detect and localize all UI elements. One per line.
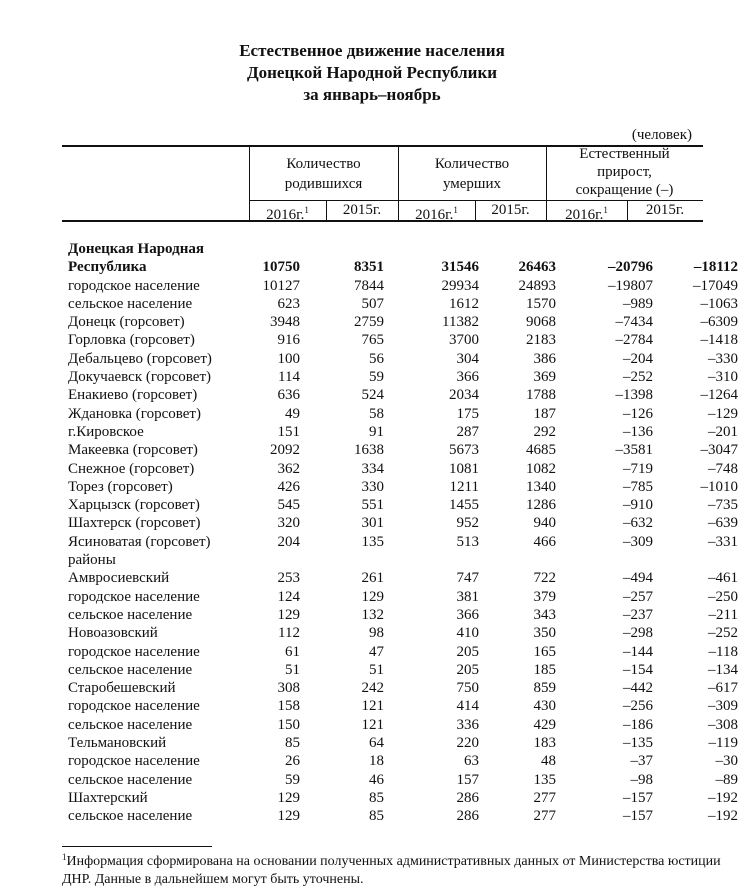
row-label: Амвросиевский xyxy=(68,570,170,587)
row-label: Торез (горсовет) xyxy=(68,478,173,495)
row-label: сельское население xyxy=(68,771,193,788)
cell-value: 261 xyxy=(361,570,384,587)
cell-value: –632 xyxy=(623,515,653,532)
cell-value: 410 xyxy=(456,625,479,642)
cell-value: 551 xyxy=(361,497,384,514)
table-row xyxy=(68,460,738,478)
table-row xyxy=(68,405,738,423)
cell-value: 2183 xyxy=(526,332,556,349)
table-row xyxy=(68,807,738,825)
cell-value: 308 xyxy=(277,680,300,697)
cell-value: 150 xyxy=(277,716,300,733)
cell-value: 426 xyxy=(277,478,300,495)
cell-value: 1612 xyxy=(449,295,479,312)
row-label: Дебальцево (горсовет) xyxy=(68,350,212,367)
cell-value: 205 xyxy=(456,643,479,660)
cell-value: 85 xyxy=(285,735,300,752)
title-line-2: Донецкой Народной Республики xyxy=(246,63,498,82)
cell-value: 292 xyxy=(533,423,556,440)
cell-value: 1082 xyxy=(526,460,556,477)
table-row xyxy=(68,277,738,295)
cell-value: 205 xyxy=(456,661,479,678)
row-label: Шахтерск (горсовет) xyxy=(68,515,201,532)
row-label: Тельмановский xyxy=(68,735,167,752)
cell-value: 48 xyxy=(541,753,556,770)
cell-value: –442 xyxy=(623,680,653,697)
row-label: Харцызск (горсовет) xyxy=(68,497,200,514)
table-row xyxy=(68,551,708,569)
cell-value: 158 xyxy=(277,698,300,715)
row-label: Ждановка (горсовет) xyxy=(68,405,201,422)
cell-value: –18112 xyxy=(693,259,738,276)
cell-value: 3948 xyxy=(270,314,300,331)
cell-value: –298 xyxy=(623,625,653,642)
cell-value: –252 xyxy=(623,369,653,386)
cell-value: 129 xyxy=(277,808,300,825)
cell-value: 91 xyxy=(369,423,384,440)
cell-value: 129 xyxy=(277,606,300,623)
cell-value: 277 xyxy=(533,789,556,806)
cell-value: 132 xyxy=(361,606,384,623)
cell-value: –785 xyxy=(623,478,653,495)
cell-value: 940 xyxy=(533,515,556,532)
cell-value: 8351 xyxy=(354,259,384,276)
natural-header-line-3: сокращение (–) xyxy=(575,182,674,198)
births-header-line-1: Количество xyxy=(286,156,361,172)
cell-value: 10750 xyxy=(262,259,300,276)
cell-value: 350 xyxy=(533,625,556,642)
cell-value: –37 xyxy=(630,753,653,770)
title-line-1: Естественное движение населения xyxy=(239,41,505,60)
table-row xyxy=(68,441,738,459)
cell-value: 2092 xyxy=(270,442,300,459)
cell-value: –19807 xyxy=(608,277,653,294)
table-row xyxy=(68,569,738,587)
cell-value: 429 xyxy=(533,716,556,733)
cell-value: 175 xyxy=(456,405,479,422)
cell-value: 112 xyxy=(278,625,300,642)
table-row xyxy=(68,752,738,770)
table-row xyxy=(68,313,738,331)
cell-value: –144 xyxy=(623,643,653,660)
cell-value: 100 xyxy=(277,350,300,367)
cell-value: –119 xyxy=(708,735,738,752)
footnote-rule xyxy=(62,846,212,847)
cell-value: 5673 xyxy=(449,442,479,459)
table-row xyxy=(68,697,738,715)
cell-value: 31546 xyxy=(441,259,479,276)
cell-value: –30 xyxy=(715,753,738,770)
cell-value: –192 xyxy=(708,808,738,825)
table-row xyxy=(68,716,738,734)
row-label: Донецкая Народная xyxy=(68,241,204,257)
cell-value: 286 xyxy=(456,789,479,806)
row-label: Старобешевский xyxy=(68,680,176,697)
row-label: Донецк (горсовет) xyxy=(68,314,185,331)
natural-header-line-2: прирост, xyxy=(597,164,652,180)
cell-value: –20796 xyxy=(608,259,653,276)
cell-value: 26 xyxy=(285,753,300,770)
year-header: 2016г.$^1$ xyxy=(266,205,309,223)
cell-value: 386 xyxy=(533,350,556,367)
cell-value: 61 xyxy=(285,643,300,660)
table-row xyxy=(68,295,738,313)
cell-value: –257 xyxy=(623,588,653,605)
cell-value: 747 xyxy=(456,570,479,587)
table-row xyxy=(68,514,738,532)
cell-value: –256 xyxy=(623,698,653,715)
cell-value: 287 xyxy=(456,423,479,440)
cell-value: –910 xyxy=(623,497,653,514)
row-label: Снежное (горсовет) xyxy=(68,460,195,477)
table-row xyxy=(68,533,738,551)
cell-value: 1570 xyxy=(526,295,556,312)
row-label: сельское население xyxy=(68,716,193,733)
year-header: 2015г. xyxy=(342,202,382,218)
cell-value: –157 xyxy=(623,789,653,806)
cell-value: 85 xyxy=(369,789,384,806)
cell-value: 524 xyxy=(361,387,384,404)
cell-value: 916 xyxy=(277,332,300,349)
cell-value: –309 xyxy=(623,533,653,550)
table-row xyxy=(68,240,708,258)
table-row xyxy=(68,496,738,514)
cell-value: –1010 xyxy=(700,478,738,495)
cell-value: 1081 xyxy=(449,460,479,477)
unit-label: (человек) xyxy=(631,127,692,143)
cell-value: 18 xyxy=(369,753,384,770)
cell-value: –2784 xyxy=(615,332,653,349)
cell-value: –126 xyxy=(623,405,653,422)
cell-value: 114 xyxy=(278,369,300,386)
natural-header-line-1: Естественный xyxy=(579,146,670,162)
cell-value: –719 xyxy=(623,460,653,477)
births-header-line-2: родившихся xyxy=(284,176,363,192)
cell-value: –6309 xyxy=(700,314,738,331)
cell-value: –135 xyxy=(623,735,653,752)
row-label: городское население xyxy=(68,277,200,294)
deaths-header-line-1: Количество xyxy=(434,156,510,172)
table-row xyxy=(68,624,738,642)
row-label: сельское население xyxy=(68,295,193,312)
cell-value: –17049 xyxy=(693,277,738,294)
cell-value: 9068 xyxy=(526,314,556,331)
cell-value: 26463 xyxy=(518,259,556,276)
table-row xyxy=(68,368,738,386)
cell-value: 165 xyxy=(533,643,556,660)
cell-value: 10127 xyxy=(262,277,300,294)
row-label: сельское население xyxy=(68,808,193,825)
row-label: сельское население xyxy=(68,606,193,623)
cell-value: 334 xyxy=(361,460,384,477)
cell-value: 129 xyxy=(361,588,384,605)
cell-value: –310 xyxy=(708,369,738,386)
cell-value: –1063 xyxy=(700,295,738,312)
cell-value: 301 xyxy=(361,515,384,532)
cell-value: –1264 xyxy=(700,387,738,404)
cell-value: 185 xyxy=(533,661,556,678)
cell-value: 765 xyxy=(361,332,384,349)
cell-value: 286 xyxy=(456,808,479,825)
cell-value: –211 xyxy=(708,606,738,623)
cell-value: 3700 xyxy=(449,332,479,349)
table-row xyxy=(68,789,738,807)
cell-value: –1398 xyxy=(615,387,653,404)
row-label: Горловка (горсовет) xyxy=(68,332,195,349)
cell-value: 304 xyxy=(456,350,479,367)
cell-value: 366 xyxy=(456,369,479,386)
table-row xyxy=(68,771,738,789)
cell-value: 722 xyxy=(533,570,556,587)
cell-value: 859 xyxy=(533,680,556,697)
cell-value: 336 xyxy=(456,716,479,733)
column-group-births xyxy=(249,154,398,194)
cell-value: 151 xyxy=(277,423,300,440)
cell-value: –989 xyxy=(623,295,653,312)
row-label: городское население xyxy=(68,753,200,770)
cell-value: 56 xyxy=(369,350,384,367)
cell-value: 277 xyxy=(533,808,556,825)
cell-value: 1455 xyxy=(449,497,479,514)
cell-value: 330 xyxy=(361,478,384,495)
cell-value: 124 xyxy=(277,588,300,605)
cell-value: 64 xyxy=(369,735,384,752)
cell-value: –118 xyxy=(708,643,738,660)
row-label: Шахтерский xyxy=(68,789,148,806)
cell-value: 507 xyxy=(361,295,384,312)
row-label: Новоазовский xyxy=(68,625,158,642)
cell-value: –617 xyxy=(708,680,738,697)
cell-value: –7434 xyxy=(615,314,653,331)
cell-value: 2759 xyxy=(354,314,384,331)
cell-value: 1211 xyxy=(449,478,479,495)
cell-value: 379 xyxy=(533,588,556,605)
cell-value: 2034 xyxy=(449,387,479,404)
cell-value: 1286 xyxy=(526,497,556,514)
cell-value: –89 xyxy=(715,771,738,788)
cell-value: 381 xyxy=(456,588,479,605)
row-label: Республика xyxy=(68,259,147,276)
cell-value: 187 xyxy=(533,405,556,422)
cell-value: 750 xyxy=(456,680,479,697)
cell-value: –331 xyxy=(708,533,738,550)
cell-value: 636 xyxy=(277,387,300,404)
cell-value: –3047 xyxy=(700,442,738,459)
cell-value: 98 xyxy=(369,625,384,642)
cell-value: –154 xyxy=(623,661,653,678)
table-row xyxy=(68,478,738,496)
cell-value: –308 xyxy=(708,716,738,733)
cell-value: 466 xyxy=(533,533,556,550)
cell-value: –98 xyxy=(630,771,653,788)
cell-value: 24893 xyxy=(518,277,556,294)
table-row xyxy=(68,643,738,661)
cell-value: –129 xyxy=(708,405,738,422)
row-label: г.Кировское xyxy=(68,423,144,440)
column-group-natural-growth xyxy=(546,145,703,199)
cell-value: 366 xyxy=(456,606,479,623)
row-label: городское население xyxy=(68,588,200,605)
cell-value: –330 xyxy=(708,350,738,367)
cell-value: 59 xyxy=(285,771,300,788)
column-group-deaths xyxy=(398,154,546,194)
footnote-text: Информация сформирована на основании полученных административных данных от Министерства юстиции ДНР. Данные в дальнейшем могут быть уточнены. xyxy=(62,854,721,887)
cell-value: 1638 xyxy=(354,442,384,459)
cell-value: 85 xyxy=(369,808,384,825)
cell-value: –134 xyxy=(708,661,738,678)
cell-value: –309 xyxy=(708,698,738,715)
table-row xyxy=(68,423,738,441)
deaths-header-line-2: умерших xyxy=(442,176,502,192)
cell-value: 121 xyxy=(361,716,384,733)
cell-value: 204 xyxy=(277,533,300,550)
cell-value: 157 xyxy=(456,771,479,788)
table-body xyxy=(68,240,738,826)
year-header: 2016г.$^1$ xyxy=(565,205,608,223)
cell-value: 414 xyxy=(456,698,479,715)
cell-value: 362 xyxy=(277,460,300,477)
cell-value: 51 xyxy=(369,661,384,678)
row-label: Енакиево (горсовет) xyxy=(68,387,198,404)
table-row xyxy=(68,588,738,606)
cell-value: –494 xyxy=(623,570,653,587)
row-label: городское население xyxy=(68,643,200,660)
table-row xyxy=(68,661,738,679)
cell-value: 4685 xyxy=(526,442,556,459)
footnote-mark: 1 xyxy=(62,852,67,862)
cell-value: 242 xyxy=(361,680,384,697)
cell-value: 513 xyxy=(456,533,479,550)
cell-value: 121 xyxy=(361,698,384,715)
table-row xyxy=(68,258,738,276)
row-label: Макеевка (горсовет) xyxy=(68,442,198,459)
cell-value: –3581 xyxy=(615,442,653,459)
table-row xyxy=(68,606,738,624)
year-header: 2015г. xyxy=(645,202,685,218)
cell-value: –157 xyxy=(623,808,653,825)
cell-value: 59 xyxy=(369,369,384,386)
cell-value: –1418 xyxy=(700,332,738,349)
cell-value: 623 xyxy=(277,295,300,312)
cell-value: 47 xyxy=(369,643,384,660)
cell-value: 320 xyxy=(277,515,300,532)
footnote xyxy=(62,848,722,889)
cell-value: 369 xyxy=(533,369,556,386)
cell-value: 253 xyxy=(277,570,300,587)
cell-value: 545 xyxy=(277,497,300,514)
table-row xyxy=(68,350,738,368)
row-label: городское население xyxy=(68,698,200,715)
cell-value: –237 xyxy=(623,606,653,623)
row-label: Ясиноватая (горсовет) xyxy=(68,533,211,550)
cell-value: 220 xyxy=(456,735,479,752)
table-row xyxy=(68,679,738,697)
table-row xyxy=(68,734,738,752)
cell-value: 49 xyxy=(285,405,300,422)
cell-value: 183 xyxy=(533,735,556,752)
cell-value: 29934 xyxy=(441,277,479,294)
cell-value: –192 xyxy=(708,789,738,806)
row-label: Докучаевск (горсовет) xyxy=(68,369,211,386)
cell-value: –735 xyxy=(708,497,738,514)
cell-value: 430 xyxy=(533,698,556,715)
document-title xyxy=(0,40,744,106)
cell-value: 7844 xyxy=(354,277,384,294)
table-row xyxy=(68,331,738,349)
cell-value: 51 xyxy=(285,661,300,678)
cell-value: 1788 xyxy=(526,387,556,404)
cell-value: 63 xyxy=(464,753,479,770)
year-header: 2015г. xyxy=(491,202,530,218)
cell-value: 135 xyxy=(533,771,556,788)
title-line-3: за январь–ноябрь xyxy=(303,85,441,104)
cell-value: 46 xyxy=(369,771,384,788)
cell-value: –252 xyxy=(708,625,738,642)
year-header: 2016г.$^1$ xyxy=(415,205,458,223)
cell-value: 343 xyxy=(533,606,556,623)
cell-value: –136 xyxy=(623,423,653,440)
header-mid-rule xyxy=(249,200,703,201)
cell-value: –748 xyxy=(708,460,738,477)
row-label: районы xyxy=(68,552,116,569)
cell-value: 952 xyxy=(456,515,479,532)
cell-value: –186 xyxy=(623,716,653,733)
cell-value: 135 xyxy=(361,533,384,550)
cell-value: 11382 xyxy=(442,314,479,331)
cell-value: 1340 xyxy=(526,478,556,495)
table-row xyxy=(68,386,738,404)
cell-value: 58 xyxy=(369,405,384,422)
cell-value: –461 xyxy=(708,570,738,587)
row-label: сельское население xyxy=(68,661,193,678)
cell-value: –639 xyxy=(708,515,738,532)
cell-value: –204 xyxy=(623,350,653,367)
cell-value: –250 xyxy=(708,588,738,605)
cell-value: 129 xyxy=(277,789,300,806)
cell-value: –201 xyxy=(708,423,738,440)
